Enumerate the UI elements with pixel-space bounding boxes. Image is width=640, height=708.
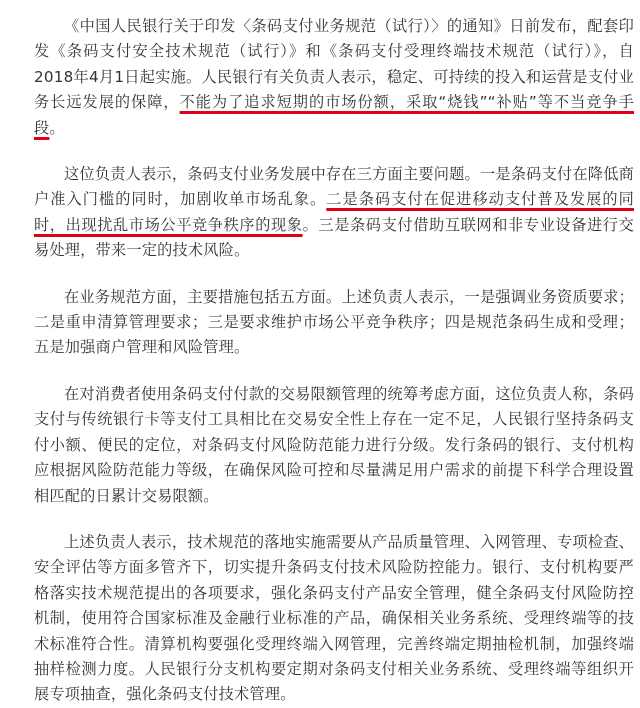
paragraph-1 bbox=[34, 14, 634, 141]
paragraph-2-end: 。三是条码支付借助互联网和非专业设备进行交易处理，带来一定的技术风险。 bbox=[34, 215, 634, 260]
highlighted-phrase-2: 二是条码支付在促进移动支付普及发展的同时，出现扰乱市场公平竞争秩序的现象 bbox=[34, 190, 634, 234]
article-body bbox=[34, 14, 634, 708]
paragraph-1-text: 《中国人民银行关于印发〈条码支付业务规范（试行）〉的通知》日前发布，配套印发《条码支付安全技术规范（试行）》和《条码支付受理终端技术规范（试行）》，自2018年4月1日起实施。人民银行有关负责人表示，稳定、可持续的投入和运营是支付业务长远发展的保障， bbox=[34, 17, 634, 112]
paragraph-2-text: 这位负责人表示，条码支付业务发展中存在三方面主要问题。一是条码支付在降低商户准入门槛的同时，加剧收单市场乱象。 bbox=[34, 165, 634, 209]
paragraph-5: 上述负责人表示，技术规范的落地实施需要从产品质量管理、入网管理、专项检查、安全评估等方面多管齐下，切实提升条码支付技术风险防控能力。银行、支付机构要严格落实技术规范提出的各项要求，强化条码支付产品安全管理，健全条码支付风险防控机制，使用符合国家标准及金融行业标准的产品，确保相关业务系统、受理终端等的技术标准符合性。清算机构要强化受理终端入网管理，完善终端定期抽检机制，加强终端抽样检测力度。人民银行分支机构要定期对条码支付相关业务系统、受理终端等组织开展专项抽查，强化条码支付技术管理。 bbox=[34, 532, 634, 704]
paragraph-1-end: 。 bbox=[49, 118, 65, 137]
paragraph-3: 在业务规范方面，主要措施包括五方面。上述负责人表示，一是强调业务资质要求；二是重申清算管理要求；三是要求维护市场公平竞争秩序；四是规范条码生成和受理；五是加强商户管理和风险管理。 bbox=[34, 287, 634, 357]
paragraph-4: 在对消费者使用条码支付付款的交易限额管理的统筹考虑方面，这位负责人称，条码支付与传统银行卡等支付工具相比在交易安全性上存在一定不足，人民银行坚持条码支付小额、便民的定位，对条码支付风险防范能力进行分级。发行条码的银行、支付机构应根据风险防范能力等级，在确保风险可控和尽量满足用户需求的前提下科学合理设置相匹配的日累计交易限额。 bbox=[34, 384, 634, 505]
highlighted-phrase-1: 不能为了追求短期的市场份额，采取“烧钱”“补贴”等不当竞争手段 bbox=[34, 93, 634, 137]
paragraph-2 bbox=[34, 162, 634, 264]
